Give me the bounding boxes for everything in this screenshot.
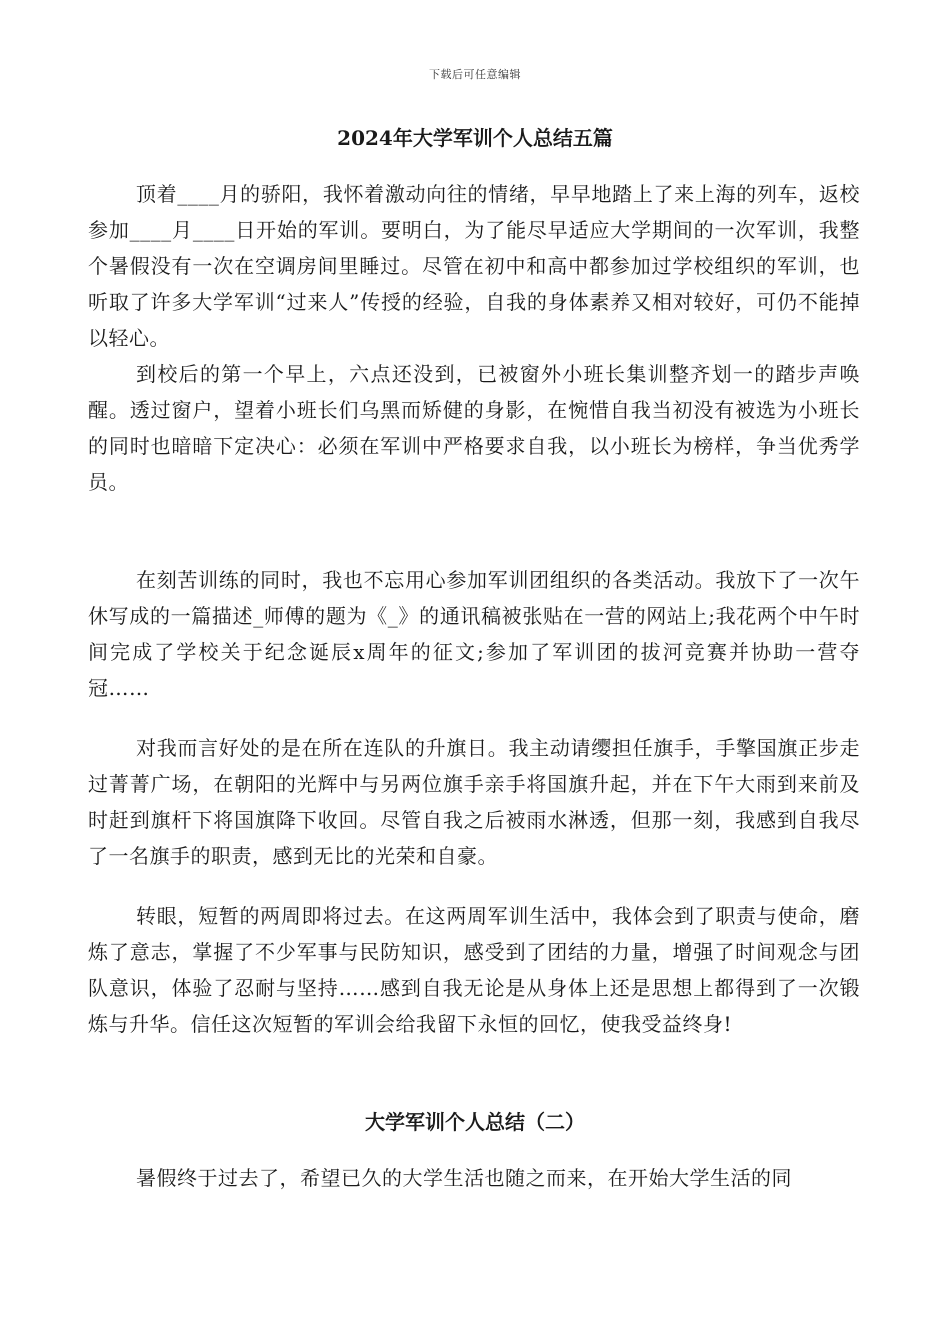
- paragraph-2: [88, 356, 860, 500]
- paragraph-text: 转眼，短暂的两周即将过去。在这两周军训生活中，我体会到了职责与使命，磨炼了意志，掌握了不少军事与民防知识，感受到了团结的力量，增强了时间观念与团队意识，体验了忍耐与坚持……感到自我无论是从身体上还是思想上都得到了一次锻炼与升华。信任这次短暂的军训会给我留下永恒的回忆，使我受益终身!: [88, 904, 860, 1036]
- paragraph-4: [88, 730, 860, 874]
- paragraph-3: [88, 562, 860, 706]
- paragraph-6: [88, 1160, 860, 1196]
- paragraph-text: 到校后的第一个早上，六点还没到，已被窗外小班长集训整齐划一的踏步声唤醒。透过窗户，望着小班长们乌黑而矫健的身影，在惋惜自我当初没有被选为小班长的同时也暗暗下定决心：必须在军训中严格要求自我，以小班长为榜样，争当优秀学员。: [88, 362, 860, 494]
- paragraph-5: [88, 898, 860, 1042]
- header-note: 下载后可任意编辑: [429, 68, 521, 81]
- document-title: 2024年大学军训个人总结五篇: [337, 126, 613, 150]
- paragraph-text: 顶着____月的骄阳，我怀着激动向往的情绪，早早地踏上了来上海的列车，返校参加____月____日开始的军训。要明白，为了能尽早适应大学期间的一次军训，我整个暑假没有一次在空调房间里睡过。尽管在初中和高中都参加过学校组织的军训，也听取了许多大学军训“过来人”传授的经验，自我的身体素养又相对较好，可仍不能掉以轻心。: [88, 182, 860, 350]
- paragraph-text: 在刻苦训练的同时，我也不忘用心参加军训团组织的各类活动。我放下了一次午休写成的一篇描述_师傅的题为《_》的通讯稿被张贴在一营的网站上;我花两个中午时间完成了学校关于纪念诞辰x周年的征文;参加了军训团的拔河竞赛并协助一营夺冠……: [88, 568, 860, 700]
- section-subtitle: 大学军训个人总结（二）: [365, 1110, 585, 1134]
- paragraph-text: 对我而言好处的是在所在连队的升旗日。我主动请缨担任旗手，手擎国旗正步走过菁菁广场，在朝阳的光辉中与另两位旗手亲手将国旗升起，并在下午大雨到来前及时赶到旗杆下将国旗降下收回。尽管自我之后被雨水淋透，但那一刻，我感到自我尽了一名旗手的职责，感到无比的光荣和自豪。: [88, 736, 860, 868]
- paragraph-1: [88, 176, 860, 356]
- paragraph-text: 暑假终于过去了，希望已久的大学生活也随之而来，在开始大学生活的同: [136, 1166, 792, 1190]
